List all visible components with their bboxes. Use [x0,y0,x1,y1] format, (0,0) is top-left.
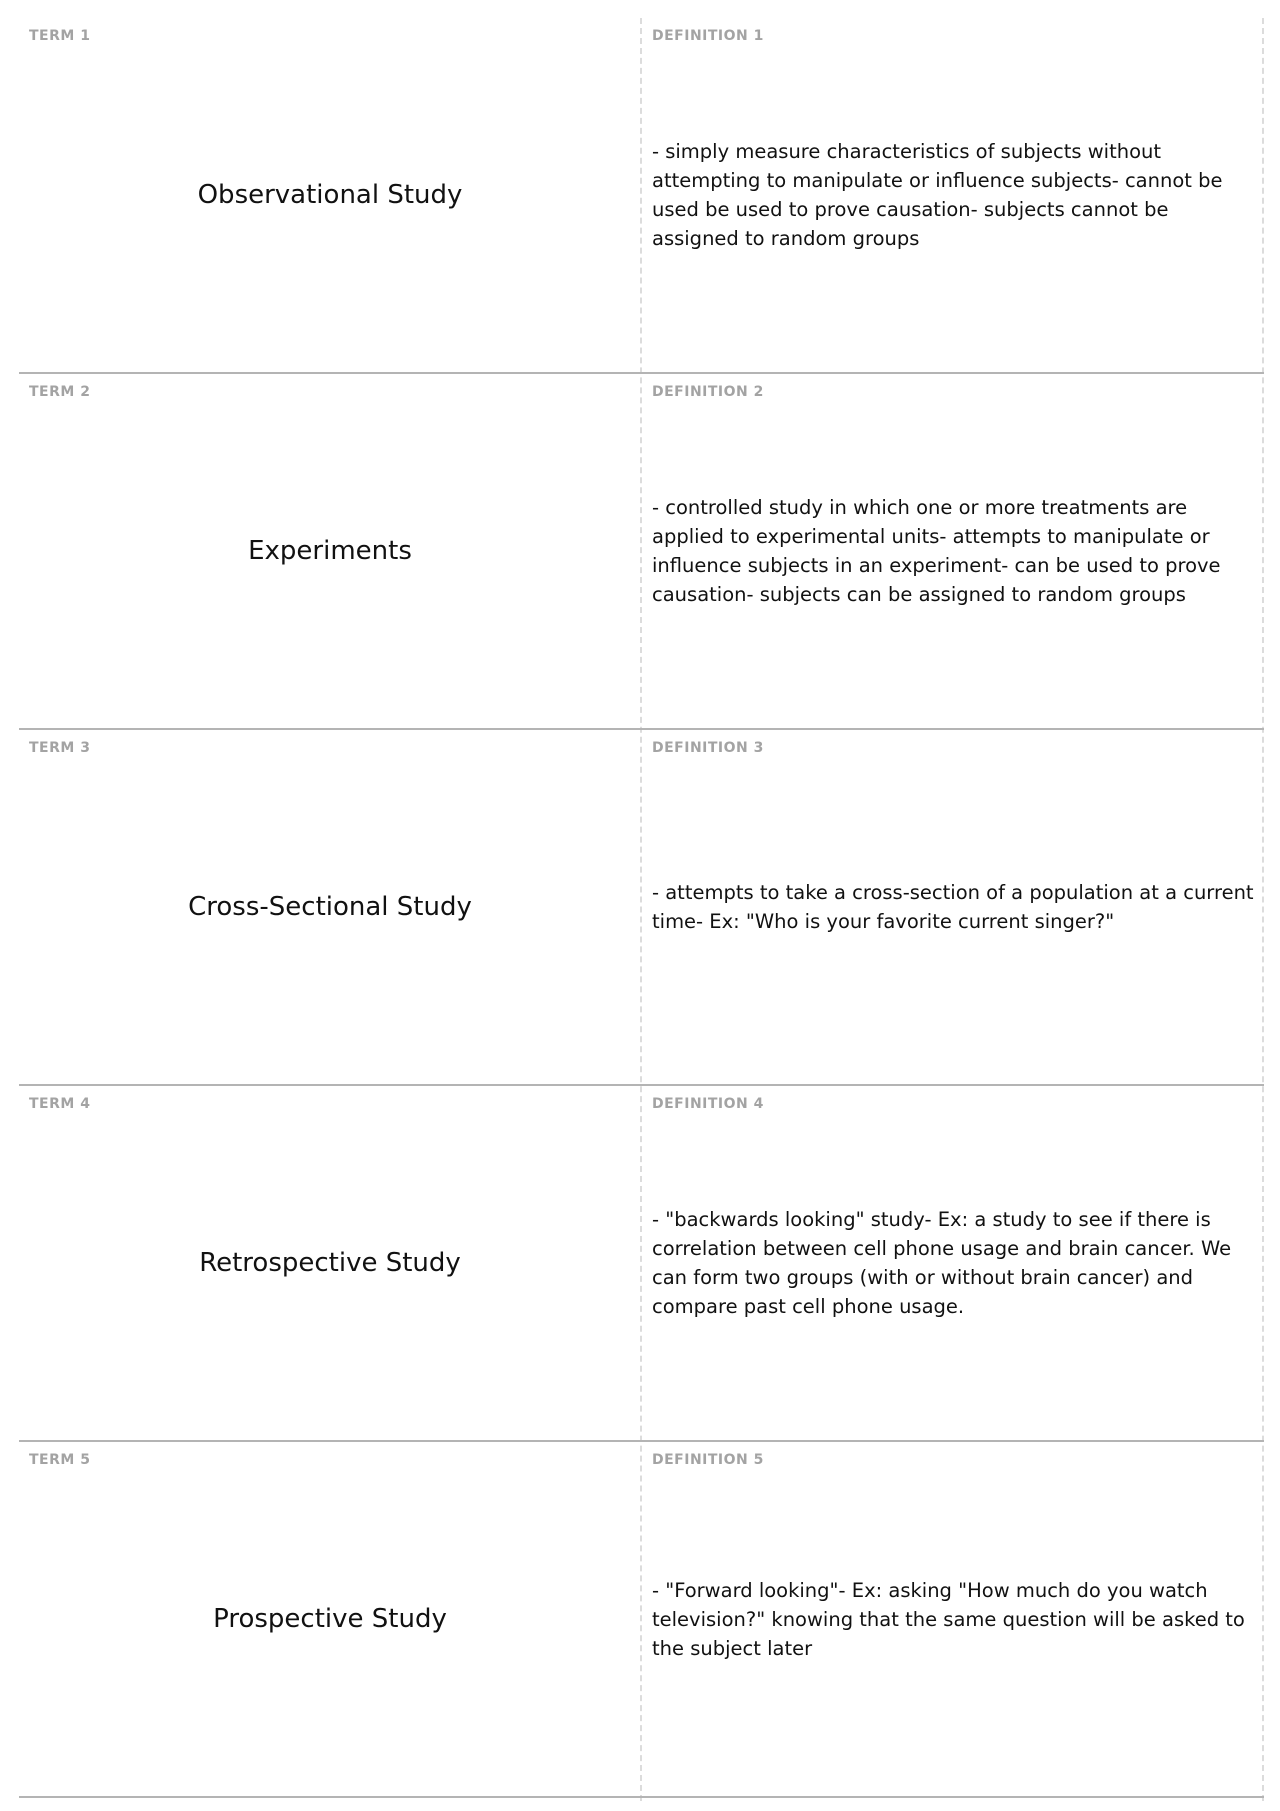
flashcard-row [19,1086,1264,1442]
definition-text: - "backwards looking" study- Ex: a study to see if there is correlation between cell phone usage and brain cancer. We can form two groups (with or without brain cancer) and compare past cell phone usage. [652,1208,1232,1318]
definition-label: DEFINITION 3 [652,740,764,756]
term-text: Observational Study [197,180,463,210]
term-text: Prospective Study [213,1604,447,1634]
definition-cell [642,374,1264,728]
definition-cell [642,730,1264,1084]
definition-text: - "Forward looking"- Ex: asking "How much do you watch television?" knowing that the same question will be asked to the subject later [652,1578,1245,1660]
definition-label: DEFINITION 5 [652,1452,764,1468]
definition-label: DEFINITION 4 [652,1096,764,1112]
term-label: TERM 5 [29,1452,91,1468]
term-cell [19,1442,641,1796]
definition-text: - controlled study in which one or more treatments are applied to experimental units- attempts to manipulate or influence subjects in an experiment- can be used to prove causation- subjects can be assigned to random groups [652,496,1221,606]
term-label: TERM 1 [29,28,91,44]
definition-cell [642,18,1264,372]
term-label: TERM 3 [29,740,91,756]
term-cell [19,18,641,372]
term-cell [19,374,641,728]
term-cell [19,1086,641,1440]
term-text: Retrospective Study [199,1248,461,1278]
flashcard-row [19,1442,1264,1798]
definition-text: - attempts to take a cross-section of a population at a current time- Ex: "Who is your favorite current singer?" [652,881,1254,933]
term-label: TERM 2 [29,384,91,400]
flashcard-row [19,730,1264,1086]
definition-label: DEFINITION 1 [652,28,764,44]
term-cell [19,730,641,1084]
definition-cell [642,1086,1264,1440]
term-text: Experiments [248,536,412,566]
term-label: TERM 4 [29,1096,91,1112]
flashcard-row [19,374,1264,730]
flashcard-row [19,18,1264,374]
term-text: Cross-Sectional Study [188,892,472,922]
flashcard-sheet [19,18,1264,1801]
definition-cell [642,1442,1264,1796]
definition-label: DEFINITION 2 [652,384,764,400]
definition-text: - simply measure characteristics of subjects without attempting to manipulate or influence subjects- cannot be used be used to prove causation- subjects cannot be assigned to random groups [652,140,1223,250]
